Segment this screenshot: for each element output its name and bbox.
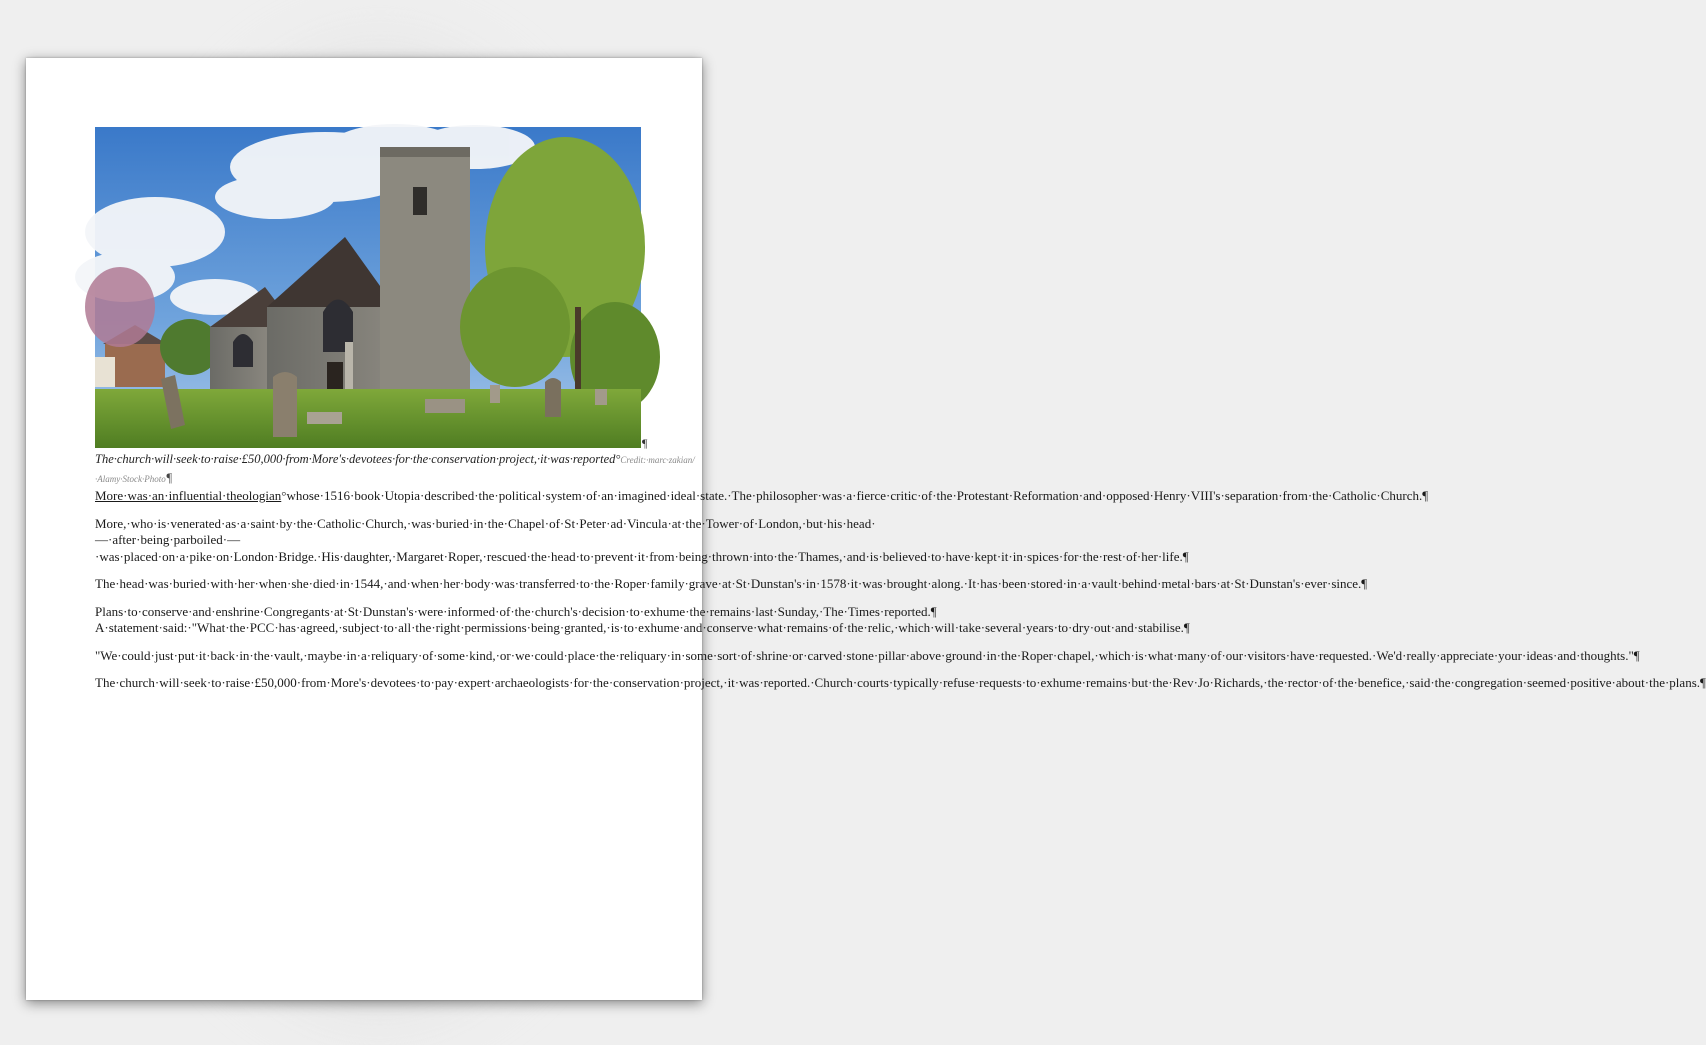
- image-paragraph-mark: ¶: [642, 436, 648, 450]
- paragraph: The·church·will·seek·to·raise·£50,000·from·More's·devotees·to·pay·expert·archaeologists·for·the·conservation·project,·it·was·reported.·Church·courts·typically·refuse·requests·to·exhume·remains·but·the·Rev·Jo·Richards,·the·rector·of·the·benefice,·said·the·congregation·seemed·positive·about·the·plans.¶: [95, 675, 1706, 690]
- paragraph: The·head·was·buried·with·her·when·she·died·in·1544,·and·when·her·body·was·transferred·to·the·Roper·family·grave·at·St·Dunstan's·in·1578·it·was·brought·along.·It·has·been·stored·in·a·vault·behind·metal·bars·at·St·Dunstan's·ever·since.¶: [95, 576, 1368, 591]
- document-page: [26, 58, 1706, 1000]
- photo-credit: Credit:·marc·zakian/·Alamy·Stock·Photo: [95, 455, 695, 484]
- paragraph: More,·who·is·venerated·as·a·saint·by·the·Catholic·Church,·was·buried·in·the·Chapel·of·St·Peter·ad·Vincula·at·the·Tower·of·London,·but·his·head·—·after·being·parboiled·—·was·placed·on·a·pike·on·London·Bridge.·His·daughter,·Margaret·Roper,·rescued·the·head·to·prevent·it·from·being·thrown·into·the·Thames,·and·is·believed·to·have·kept·it·in·spices·for·the·rest·of·her·life.¶: [95, 515, 1189, 564]
- article-body: [95, 488, 1706, 703]
- church-photo: [95, 127, 641, 448]
- caption-text: The·church·will·seek·to·raise·£50,000·from·More's·devotees·for·the·conservation·project,·it·was·reported: [95, 452, 616, 466]
- paragraph: More·was·an·influential·theologian°whose·1516·book·Utopia·described·the·political·system·of·an·imagined·ideal·state.·The·philosopher·was·a·fierce·critic·of·the·Protestant·Reformation·and·opposed·Henry·VIII's·separation·from·the·Catholic·Church.¶: [95, 488, 1429, 503]
- paragraph: Plans·to·conserve·and·enshrine·Congregants·at·St·Dunstan's·were·informed·of·the·church's·decision·to·exhume·the·remains·last·Sunday,·The·Times·reported.¶: [95, 603, 937, 619]
- paragraph: A·statement·said:·"What·the·PCC·has·agreed,·subject·to·all·the·right·permissions·being·granted,·is·to·exhume·and·conserve·what·remains·of·the·relic,·which·will·take·several·years·to·dry·out·and·stabilise.¶: [95, 620, 1190, 635]
- caption-paragraph-mark: ¶: [165, 471, 173, 485]
- figure-caption: The·church·will·seek·to·raise·£50,000·from·More's·devotees·for·the·conservation·project,·it·was·reported°Credit:·marc·zakian/·Alamy·Stock·Photo¶: [95, 452, 695, 485]
- paragraph: "We·could·just·put·it·back·in·the·vault,·maybe·in·a·reliquary·of·some·kind,·or·we·could·place·the·reliquary·in·some·sort·of·shrine·or·carved·stone·pillar·above·ground·in·the·Roper·chapel,·which·is·what·many·of·our·visitors·have·requested.·We'd·really·appreciate·your·ideas·and·thoughts."¶: [95, 647, 1640, 663]
- lead-phrase: More·was·an·influential·theologian: [95, 488, 282, 503]
